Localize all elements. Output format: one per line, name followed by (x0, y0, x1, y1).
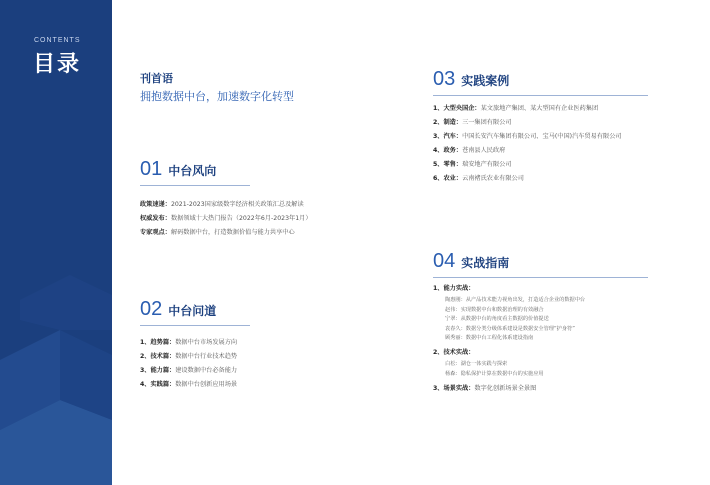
list-item[interactable]: 2、技术实战： (433, 348, 475, 356)
list-item[interactable]: 4、实践篇：数据中台创新应用场景 (140, 381, 238, 388)
section-04 (433, 250, 693, 396)
section-number: 02 (140, 298, 163, 320)
list-item[interactable]: 专家观点：解码数据中台，打造数据价值与能力共享中心 (140, 229, 295, 236)
section-02 (140, 298, 320, 392)
sub-list-item[interactable]: 陶惠刚：从产品技术能力视角出发，打造适合企业的数据中台 (445, 297, 586, 303)
list-item[interactable]: 2、制造：三一集团有限公司 (433, 119, 512, 126)
section-divider (140, 185, 250, 186)
section-03 (433, 68, 693, 186)
section-divider (140, 325, 250, 326)
list-item[interactable]: 权威发布：数据领域十大热门报告（2022年6月-2023年1月） (140, 215, 312, 222)
sub-list-item[interactable]: 顾秀丽：数据中台工程化体系建设指南 (445, 335, 534, 342)
list-item[interactable]: 3、能力篇：建设数据中台必备能力 (140, 367, 238, 374)
foreword-subtitle[interactable]: 拥抱数据中台，加速数字化转型 (140, 90, 294, 103)
list-item[interactable]: 政策速递：2021-2023国家级数字经济相关政策汇总及解读 (140, 201, 304, 208)
list-item[interactable]: 3、汽车：中国长安汽车集团有限公司、宝马(中国)汽车贸易有限公司 (433, 133, 622, 140)
section-list (433, 282, 693, 396)
section-number: 03 (433, 68, 456, 90)
list-item[interactable]: 2、技术篇：数据中台行业技术趋势 (140, 353, 238, 360)
sub-list-item[interactable]: 白松：湖仓一体实践与探索 (445, 360, 508, 367)
section-01 (140, 158, 350, 240)
sub-list-item[interactable]: 宁翠：从数据中台的角度看主数据的价值提送 (445, 316, 549, 323)
list-item[interactable]: 3、场景实战：数字化创新场景全景图 (433, 385, 537, 393)
section-title[interactable]: 实践案例 (461, 74, 510, 88)
section-title[interactable]: 中台风向 (168, 164, 217, 178)
contents-label: CONTENTS (34, 37, 81, 44)
list-item[interactable]: 1、趋势篇：数据中台市场发展方向 (140, 339, 238, 346)
page-title: 目录 (33, 52, 82, 77)
list-item[interactable]: 4、政务：苍南县人民政府 (433, 147, 506, 154)
section-divider (433, 277, 648, 278)
section-divider (433, 95, 648, 96)
list-item[interactable]: 6、农业：云南褚氏农业有限公司 (433, 175, 524, 182)
section-title[interactable]: 实战指南 (461, 256, 510, 270)
section-title[interactable]: 中台问道 (168, 304, 217, 318)
section-number: 01 (140, 158, 163, 180)
section-number: 04 (433, 250, 456, 272)
list-item[interactable]: 1、大型央国企：某文旅地产集团、某大型国有企业医药集团 (433, 105, 599, 112)
sub-list-item[interactable]: 赵伟：实现数据中台和数据治理的有效融合 (445, 306, 544, 313)
sub-list-item[interactable]: 杨森：隐私保护计算在数据中台的实施应用 (445, 370, 544, 377)
section-list (140, 198, 350, 240)
list-item[interactable]: 1、能力实战： (433, 285, 475, 292)
sidebar (0, 0, 112, 485)
foreword-title[interactable]: 刊首语 (140, 72, 173, 85)
section-list (140, 336, 320, 392)
section-list (433, 102, 693, 186)
list-item[interactable]: 5、零售：瑞安地产有限公司 (433, 161, 512, 168)
sub-list-item[interactable]: 袁春久：数据分类分级体系建设是数据安全管理“护身符” (445, 325, 575, 332)
